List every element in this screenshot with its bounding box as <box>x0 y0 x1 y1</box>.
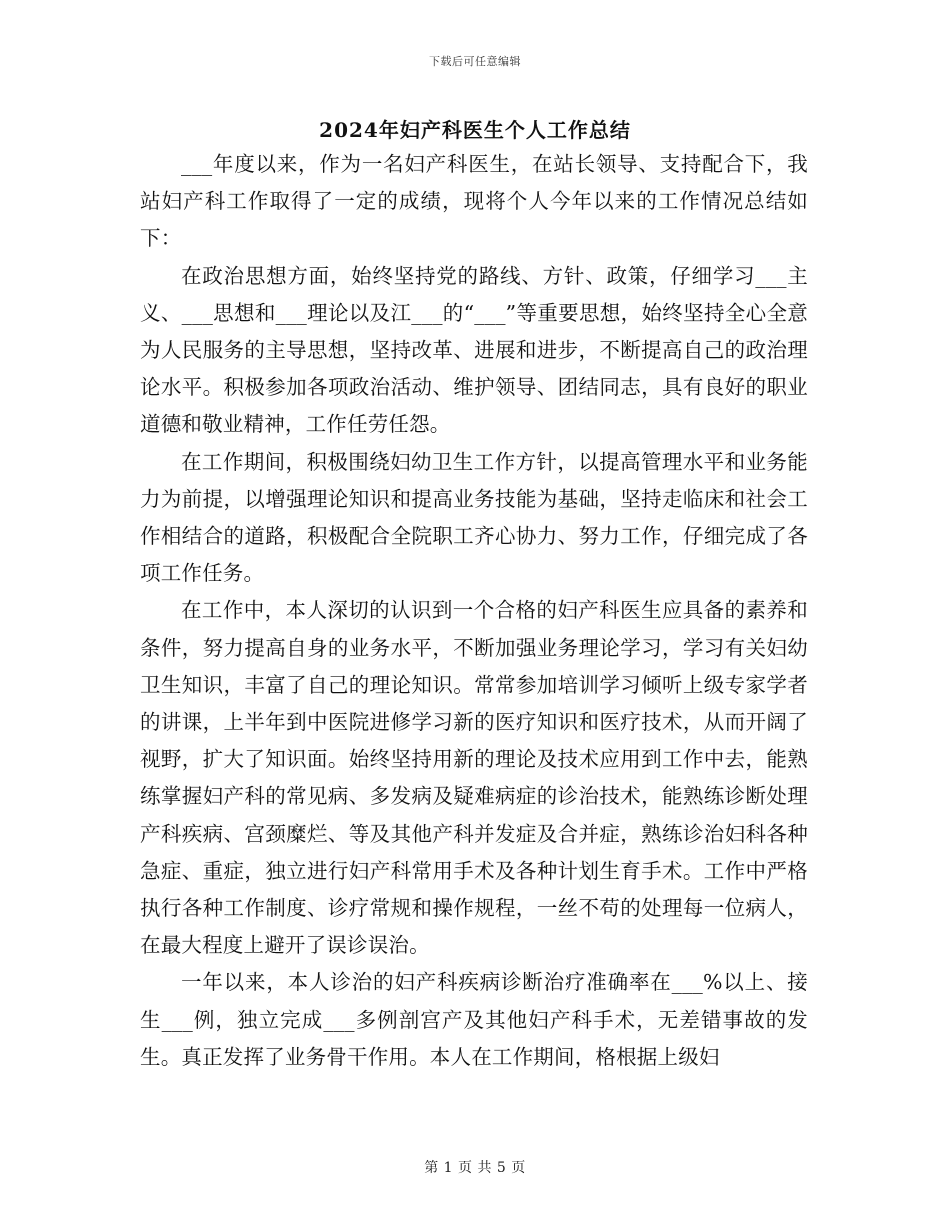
document-title: 2024年妇产科医生个人工作总结 <box>319 118 631 142</box>
paragraph-work-skills: 在工作中，本人深切的认识到一个合格的妇产科医生应具备的素养和条件，努力提高自身的业务水平，不断加强业务理论学习，学习有关妇幼卫生知识，丰富了自己的理论知识。常常参加培训学习倾听上级专家学者的讲课，上半年到中医院进修学习新的医疗知识和医疗技术，从而开阔了视野，扩大了知识面。始终坚持用新的理论及技术应用到工作中去，能熟练掌握妇产科的常见病、多发病及疑难病症的诊治技术，能熟练诊断处理产科疾病、宫颈糜烂、等及其他产科并发症及合并症，熟练诊治妇科各种急症、重症，独立进行妇产科常用手术及各种计划生育手术。工作中严格执行各种工作制度、诊疗常规和操作规程，一丝不苟的处理每一位病人，在最大程度上避开了误诊误治。 <box>140 598 808 958</box>
paragraph-results: 一年以来，本人诊治的妇产科疾病诊断治疗准确率在___%以上、接生___例，独立完成___多例剖宫产及其他妇产科手术，无差错事故的发生。真正发挥了业务骨干作用。本人在工作期间，格根据上级妇 <box>140 970 808 1069</box>
header-note: 下载后可任意编辑 <box>429 55 521 68</box>
paragraph-intro: ___年度以来，作为一名妇产科医生，在站长领导、支持配合下，我站妇产科工作取得了一定的成绩，现将个人今年以来的工作情况总结如下： <box>140 152 808 251</box>
paragraph-work-period: 在工作期间，积极围绕妇幼卫生工作方针，以提高管理水平和业务能力为前提，以增强理论知识和提高业务技能为基础，坚持走临床和社会工作相结合的道路，积极配合全院职工齐心协力、努力工作，仔细完成了各项工作任务。 <box>140 449 808 586</box>
document-body <box>140 146 808 1076</box>
paragraph-political: 在政治思想方面，始终坚持党的路线、方针、政策，仔细学习___主义、___思想和___理论以及江___的“___”等重要思想，始终坚持全心全意为人民服务的主导思想，坚持改革、进展和进步，不断提高自己的政治理论水平。积极参加各项政治活动、维护领导、团结同志，具有良好的职业道德和敬业精神，工作任劳任怨。 <box>140 263 808 437</box>
page-number: 第 1 页 共 5 页 <box>424 1160 526 1176</box>
